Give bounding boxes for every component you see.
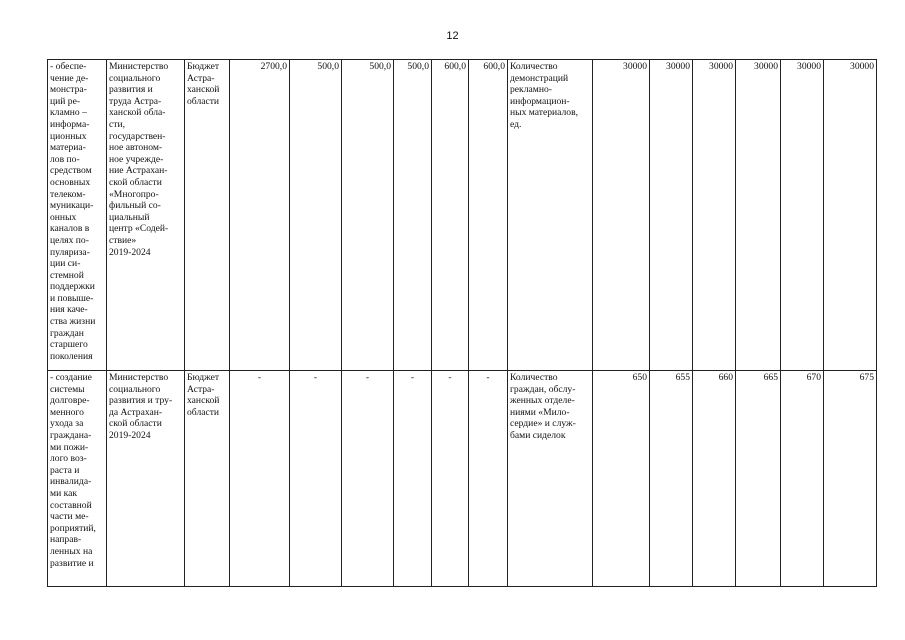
table-row [48,60,877,371]
indicator-value-cell: 665 [736,371,781,587]
funding-amount-cell: 600,0 [469,60,508,371]
indicator-value-cell: 675 [824,371,877,587]
funding-amount-cell: 600,0 [432,60,469,371]
funding-source-cell: Бюджет Астра- ханской области [185,60,230,371]
funding-amount-cell: - [394,371,432,587]
indicator-value-cell: 650 [593,371,650,587]
funding-amount-cell: 500,0 [342,60,394,371]
program-table [47,59,877,587]
indicator-value-cell: 30000 [693,60,736,371]
page-number: 12 [446,30,459,42]
funding-amount-cell: 2700,0 [230,60,290,371]
indicator-value-cell: 30000 [593,60,650,371]
indicator-value-cell: 655 [650,371,693,587]
funding-amount-cell: - [230,371,290,587]
funding-amount-cell: - [342,371,394,587]
indicator-value-cell: 30000 [736,60,781,371]
indicator-value-cell: 30000 [650,60,693,371]
funding-amount-cell: - [469,371,508,587]
funding-amount-cell: - [432,371,469,587]
indicator-name-cell: Количество граждан, обслу- женных отделе- ниями «Мило- сердие» и служ- бами сиделок [508,371,593,587]
indicator-value-cell: 660 [693,371,736,587]
table-row [48,371,877,587]
funding-amount-cell: 500,0 [290,60,342,371]
indicator-value-cell: 670 [781,371,824,587]
executor-cell: Министерство социального развития и тру- да Астрахан- ской области 2019-2024 [107,371,185,587]
indicator-name-cell: Количество демонстраций рекламно- информацион- ных материалов, ед. [508,60,593,371]
table-body [48,60,877,587]
executor-cell: Министерство социального развития и труда Астра- ханской обла- сти, государствен- ное автоном- ное учрежде- ние Астрахан- ской области «Многопро- фильный со- циальный центр «Содей- ствие» 2019-2024 [107,60,185,371]
indicator-value-cell: 30000 [781,60,824,371]
funding-amount-cell: 500,0 [394,60,432,371]
funding-amount-cell: - [290,371,342,587]
activity-cell: - создание системы долговре- менного ухода за гражданa- ми пожи- лого воз- раста и инвалида- ми как составной части ме- роприятий, направ- ленных на развитие и [48,371,107,587]
indicator-value-cell: 30000 [824,60,877,371]
activity-cell: - обеспе- чение де- монстра- ций ре- кламно – информа- ционных материа- лов по- средством основных телеком- муникаци- онных каналов в целях по- пуляриза- ции си- стемной поддержки и повыше- ния каче- ства жизни граждан старшего поколения [48,60,107,371]
funding-source-cell: Бюджет Астра- ханской области [185,371,230,587]
